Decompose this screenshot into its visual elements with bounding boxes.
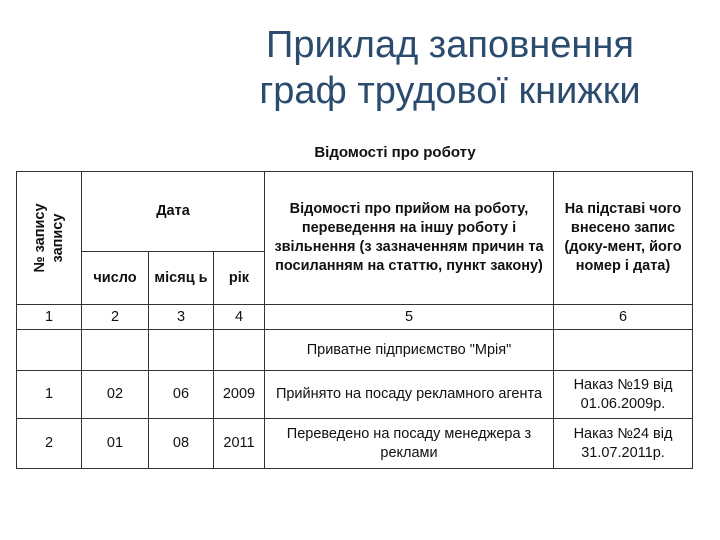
- header-basis: На підставі чого внесено запис (доку-мент, його номер і дата): [554, 172, 693, 305]
- record-month: 08: [149, 419, 214, 469]
- header-record-no-line-1: № запису: [32, 203, 48, 273]
- table-row-organization: [17, 330, 693, 371]
- record-basis: Наказ №19 від 01.06.2009р.: [554, 371, 693, 419]
- header-day: число: [82, 252, 149, 305]
- column-number: 3: [149, 305, 214, 330]
- column-number: 1: [17, 305, 82, 330]
- header-record-no-line-2: запису: [50, 213, 66, 263]
- record-day: 01: [82, 419, 149, 469]
- header-year: рік: [214, 252, 265, 305]
- record-month: 06: [149, 371, 214, 419]
- work-records-table: [16, 171, 693, 469]
- slide-title-line-1: Приклад заповнення: [266, 24, 634, 66]
- header-date: Дата: [82, 172, 265, 252]
- record-info: Переведено на посаду менеджера з реклами: [265, 419, 554, 469]
- header-month: місяц ь: [149, 252, 214, 305]
- slide-title-line-2: граф трудової книжки: [259, 70, 641, 112]
- record-year: 2009: [214, 371, 265, 419]
- header-info: Відомості про прийом на роботу, переведення на іншу роботу і звільнення (з зазначенням причин та посиланням на статтю, пункт закону): [265, 172, 554, 305]
- record-basis: Наказ №24 від 31.07.2011р.: [554, 419, 693, 469]
- column-number: 2: [82, 305, 149, 330]
- record-no: 2: [17, 419, 82, 469]
- record-day: 02: [82, 371, 149, 419]
- column-number: 6: [554, 305, 693, 330]
- column-numbers-row: [17, 305, 693, 330]
- record-info: Прийнято на посаду рекламного агента: [265, 371, 554, 419]
- column-number: 5: [265, 305, 554, 330]
- column-number: 4: [214, 305, 265, 330]
- slide-title: [200, 22, 700, 114]
- table-row: [17, 419, 693, 469]
- record-no: 1: [17, 371, 82, 419]
- record-year: 2011: [214, 419, 265, 469]
- table-row: [17, 371, 693, 419]
- organization-name: Приватне підприємство "Мрія": [265, 330, 554, 371]
- table-caption: Відомості про роботу: [314, 144, 476, 161]
- header-record-no: [17, 172, 82, 305]
